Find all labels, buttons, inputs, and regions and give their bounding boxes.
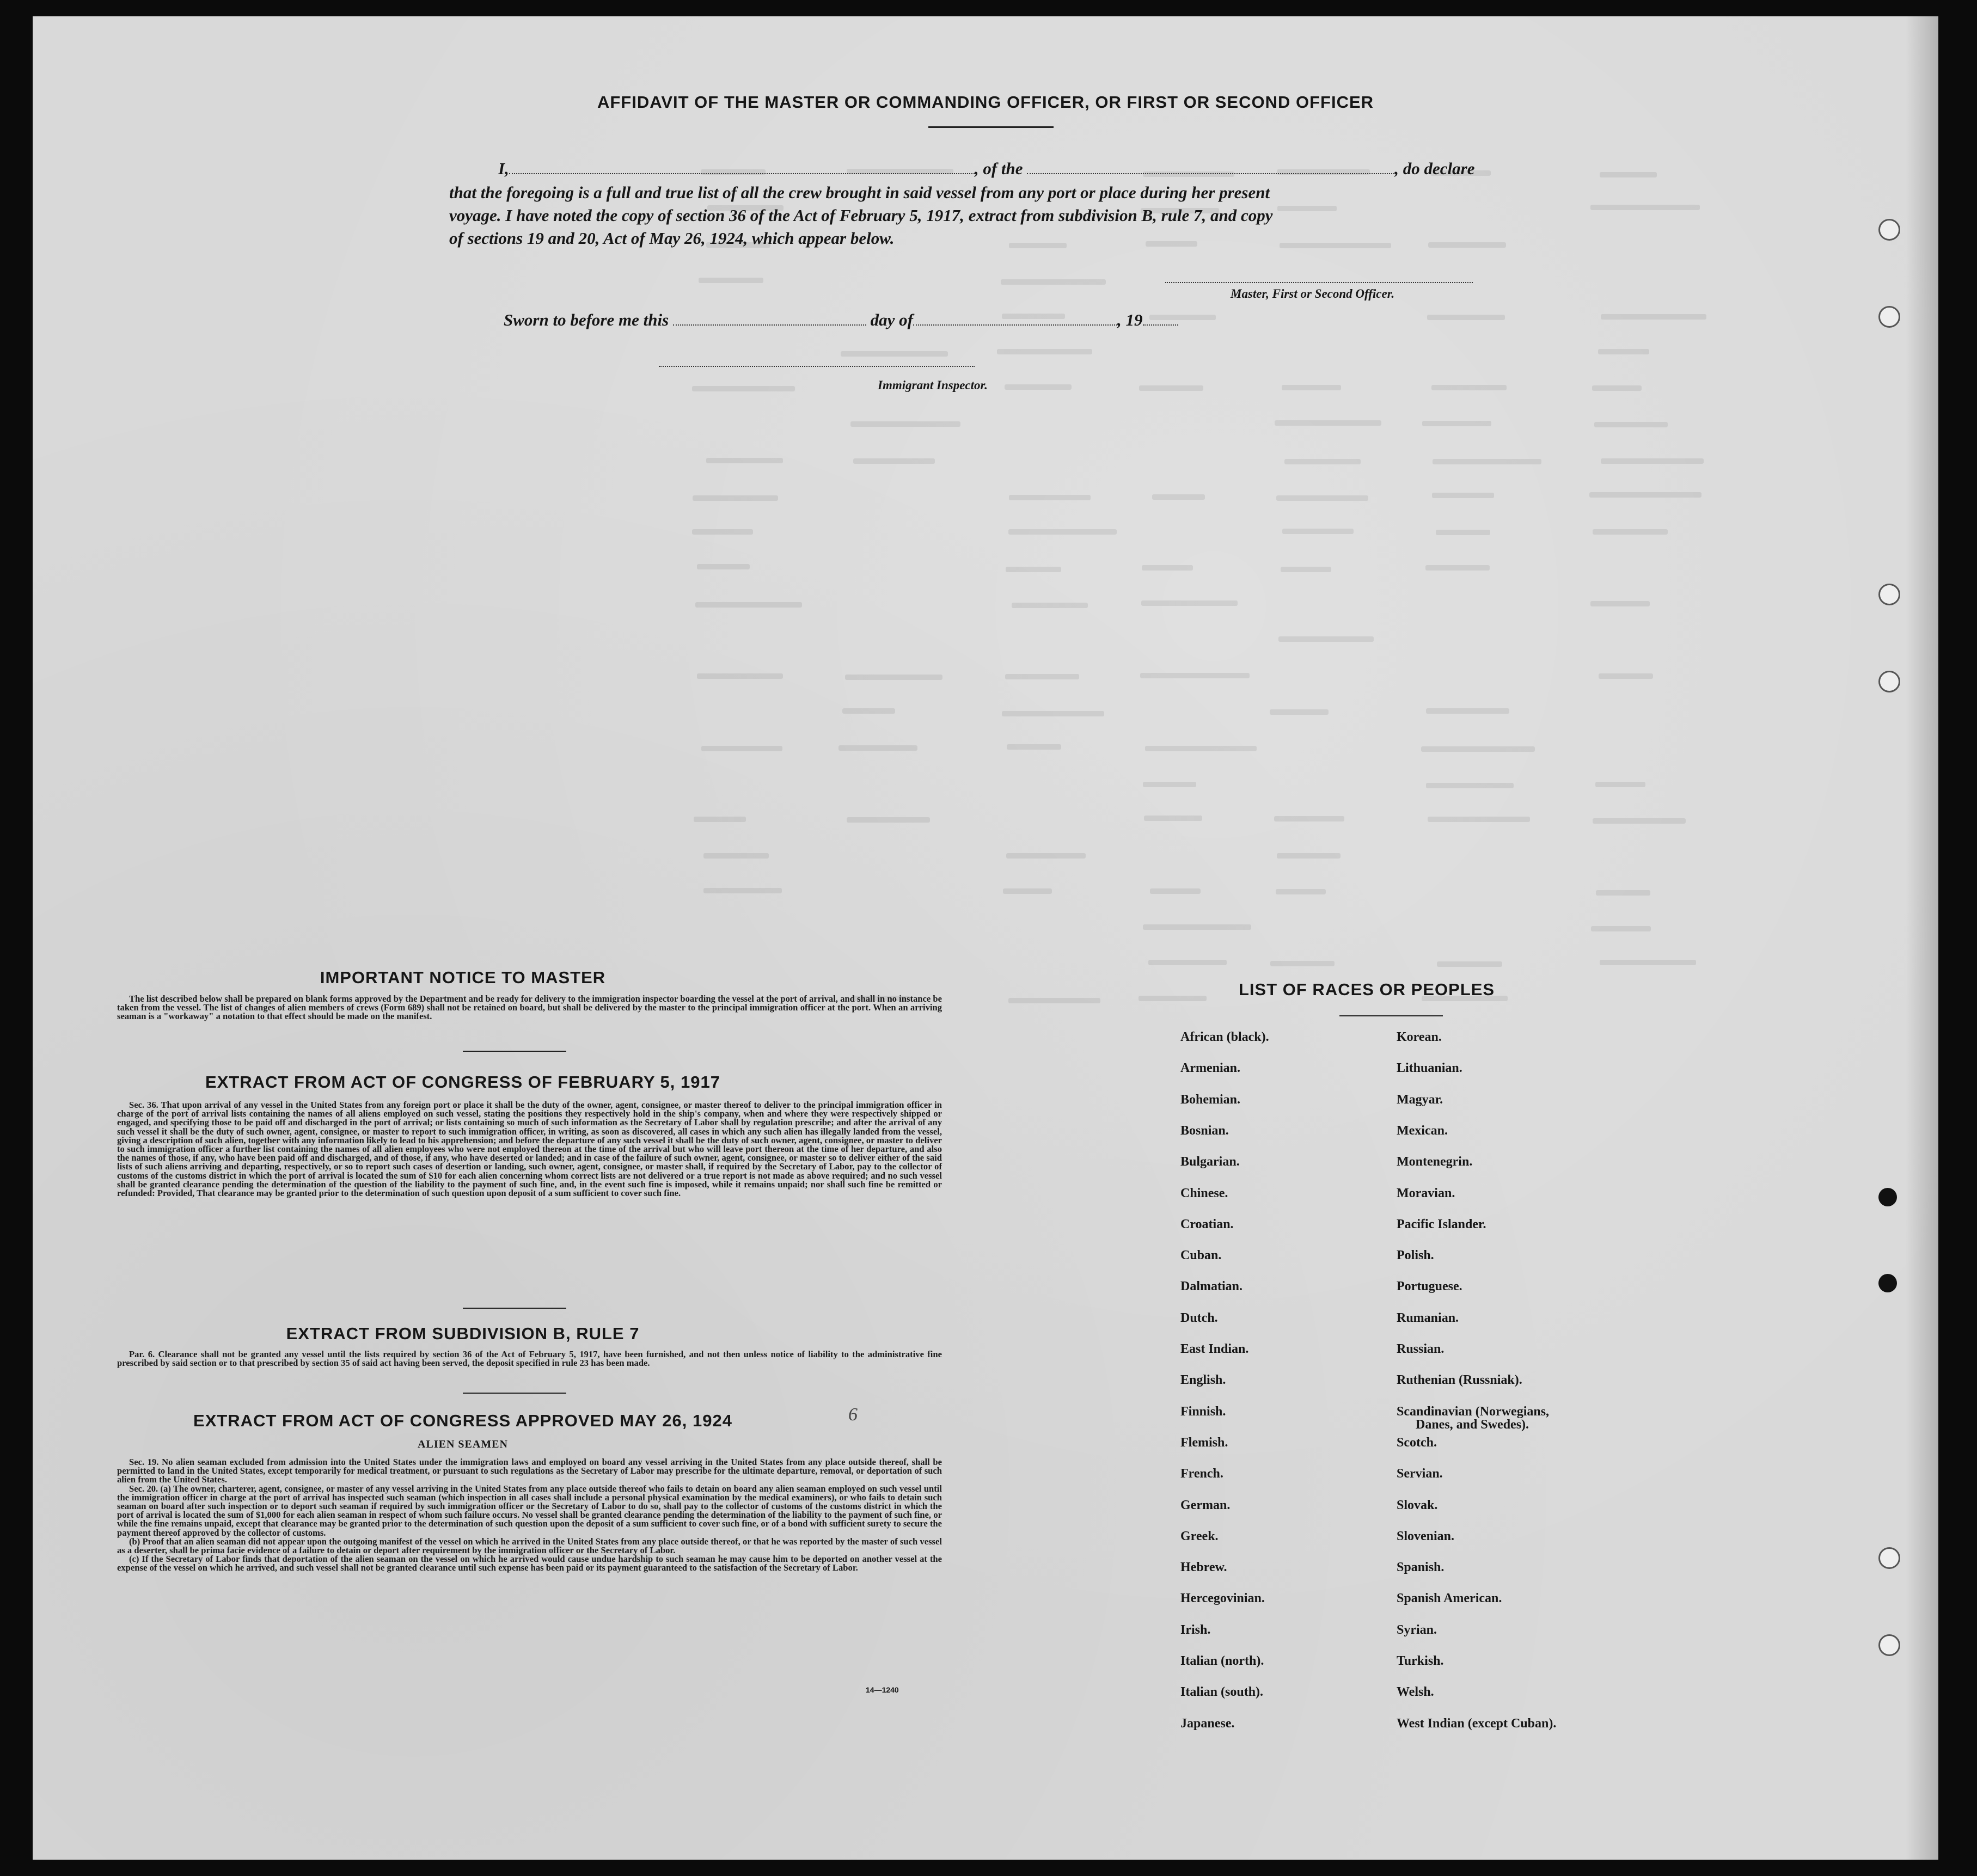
race-item: Lithuanian. xyxy=(1397,1061,1462,1076)
affidavit-of-the-label: , of the xyxy=(974,159,1023,178)
ghost-mark xyxy=(1422,421,1491,426)
sworn-line xyxy=(504,310,1178,330)
race-item: Mexican. xyxy=(1397,1123,1448,1138)
race-item: Croatian. xyxy=(1180,1217,1234,1231)
ghost-mark xyxy=(1270,961,1335,966)
ghost-mark xyxy=(697,564,750,569)
race-item: Ruthenian (Russniak). xyxy=(1397,1373,1522,1388)
ghost-mark xyxy=(1140,673,1250,678)
ghost-mark xyxy=(1431,385,1507,390)
ghost-mark xyxy=(1436,530,1490,535)
ghost-mark xyxy=(1152,494,1204,500)
ghost-mark xyxy=(1276,495,1368,501)
sec-20b-text: (b) Proof that an alien seaman did not appear upon the outgoing manifest of the vessel on which he arrived in the United States from any place outside thereof, or that he was reported by the master of such vessel as a deserter, shall be prima facie evidence of a failure to detain or deport after requirement by the immigration officer or the Secretary of Labor. xyxy=(117,1536,942,1556)
race-item: Finnish. xyxy=(1180,1404,1226,1419)
punch-hole xyxy=(1878,1188,1897,1206)
ghost-mark xyxy=(1150,888,1201,894)
ghost-mark xyxy=(1278,636,1374,642)
ghost-mark xyxy=(1005,384,1072,390)
punch-hole xyxy=(1878,219,1900,241)
race-item: Danes, and Swedes). xyxy=(1416,1417,1529,1432)
ghost-mark xyxy=(697,673,783,679)
notice-title: IMPORTANT NOTICE TO MASTER xyxy=(320,968,606,987)
race-item: Dutch. xyxy=(1180,1310,1218,1325)
ghost-mark xyxy=(1009,243,1067,248)
ghost-mark xyxy=(692,386,795,391)
race-item: Korean. xyxy=(1397,1030,1442,1044)
race-item: Japanese. xyxy=(1180,1716,1235,1731)
race-item: German. xyxy=(1180,1498,1231,1512)
title-divider xyxy=(928,126,1054,128)
ghost-mark xyxy=(997,349,1092,354)
race-item: Irish. xyxy=(1180,1622,1211,1637)
sworn-day-of: day of xyxy=(870,310,913,329)
race-item: African (black). xyxy=(1180,1030,1269,1044)
ghost-mark xyxy=(706,458,783,463)
ghost-mark xyxy=(1006,853,1085,859)
punch-hole xyxy=(1878,584,1900,605)
ghost-mark xyxy=(1589,492,1701,498)
ghost-mark xyxy=(1426,783,1514,788)
ghost-mark xyxy=(1590,205,1700,210)
divider xyxy=(463,1308,566,1309)
race-item: Portuguese. xyxy=(1397,1279,1462,1294)
ghost-mark xyxy=(1144,816,1202,821)
divider xyxy=(1339,1015,1443,1016)
race-item: Italian (south). xyxy=(1180,1685,1264,1700)
ghost-mark xyxy=(842,708,895,714)
rule7-text: Par. 6. Clearance shall not be granted any vessel until the lists required by section 36 of the Act of February 5, 1917, have been furnished, and not then unless notice of liability to the administrative fine prescribed by said section or to that prescribed by section 35 of said act having been served, the deposit specified in rule 23 has been made. xyxy=(117,1349,942,1369)
race-item: Cuban. xyxy=(1180,1248,1222,1263)
ghost-mark xyxy=(1139,385,1203,391)
affidavit-declare-label: , do declare xyxy=(1394,159,1475,178)
punch-hole xyxy=(1878,671,1900,692)
race-item: Syrian. xyxy=(1397,1622,1437,1637)
ghost-mark xyxy=(1428,242,1506,248)
ghost-mark xyxy=(1007,744,1062,750)
race-item: Rumanian. xyxy=(1397,1310,1459,1325)
inspector-signature-line xyxy=(659,366,975,367)
race-item: Russian. xyxy=(1397,1342,1445,1356)
ghost-mark xyxy=(1274,816,1344,821)
ghost-mark xyxy=(1281,567,1331,572)
affidavit-title: AFFIDAVIT OF THE MASTER OR COMMANDING OFFICER, OR FIRST OR SECOND OFFICER xyxy=(597,93,1374,112)
ghost-mark xyxy=(1425,565,1490,571)
race-item: Welsh. xyxy=(1397,1685,1434,1700)
race-item: Magyar. xyxy=(1397,1092,1443,1107)
ghost-mark xyxy=(699,278,763,283)
ghost-mark xyxy=(1421,746,1535,752)
affidavit-i-label: I, xyxy=(498,159,509,178)
ghost-mark xyxy=(1008,529,1117,535)
ghost-mark xyxy=(694,817,746,822)
form-code: 14—1240 xyxy=(866,1685,899,1694)
race-item: East Indian. xyxy=(1180,1342,1249,1356)
ghost-mark xyxy=(1432,493,1494,498)
ghost-mark xyxy=(1143,782,1196,787)
race-item: Hercegovinian. xyxy=(1180,1591,1265,1606)
race-item: French. xyxy=(1180,1467,1223,1481)
ghost-mark xyxy=(838,745,917,751)
ghost-mark xyxy=(692,529,753,535)
ghost-mark xyxy=(693,495,778,501)
ghost-mark xyxy=(1284,459,1361,464)
ghost-mark xyxy=(1143,924,1251,930)
ghost-mark xyxy=(1145,746,1257,751)
punch-hole xyxy=(1878,1274,1897,1292)
race-item: Hebrew. xyxy=(1180,1560,1227,1575)
race-item: Spanish. xyxy=(1397,1560,1445,1575)
document-page xyxy=(33,16,1938,1860)
race-item: Scotch. xyxy=(1397,1435,1437,1450)
ghost-mark xyxy=(845,675,942,680)
master-signature-label: Master, First or Second Officer. xyxy=(1231,287,1395,301)
ghost-mark xyxy=(1590,601,1650,606)
punch-hole xyxy=(1878,1634,1900,1656)
ghost-mark xyxy=(1012,603,1087,608)
ghost-mark xyxy=(1270,709,1329,715)
alien-seamen-heading: ALIEN SEAMEN xyxy=(418,1438,508,1450)
handwritten-mark: 6 xyxy=(848,1405,858,1425)
extract-1924-title: EXTRACT FROM ACT OF CONGRESS APPROVED MAY 26, 1924 xyxy=(193,1411,732,1430)
master-signature-line xyxy=(1165,282,1473,283)
race-item: Scandinavian (Norwegians, xyxy=(1397,1404,1550,1419)
ghost-mark xyxy=(1426,708,1509,714)
race-item: Montenegrin. xyxy=(1397,1155,1473,1169)
ghost-mark xyxy=(1003,888,1052,894)
race-item: Flemish. xyxy=(1180,1435,1228,1450)
rule7-title: EXTRACT FROM SUBDIVISION B, RULE 7 xyxy=(286,1324,640,1343)
ghost-mark xyxy=(1593,818,1686,824)
ghost-mark xyxy=(1001,279,1106,285)
sworn-prefix: Sworn to before me this xyxy=(504,310,669,329)
race-item: Slovenian. xyxy=(1397,1529,1455,1543)
ghost-mark xyxy=(1591,926,1651,931)
ghost-mark xyxy=(1008,998,1100,1003)
ghost-mark xyxy=(1006,567,1062,572)
bleed-through-texture xyxy=(659,125,1911,1023)
ghost-mark xyxy=(1005,674,1079,679)
punch-hole xyxy=(1878,1547,1900,1569)
sec-19-text: Sec. 19. No alien seaman excluded from admission into the United States under the immigration laws and employed on board any vessel arriving in the United States from any place outside thereof, shall be permitted to land in the United States, except temporarily for medical treatment, or pursuant to such regulations as the Secretary of Labor may prescribe for the ultimate departure, removal, or deportation of such alien from the United States. xyxy=(117,1457,942,1485)
ghost-mark xyxy=(1437,961,1502,967)
ghost-mark xyxy=(853,458,935,464)
race-item: Spanish American. xyxy=(1397,1591,1502,1606)
ghost-mark xyxy=(1599,673,1653,679)
name-blank xyxy=(509,173,975,174)
ghost-mark xyxy=(1275,420,1381,426)
vessel-blank xyxy=(1027,173,1394,174)
divider xyxy=(463,1051,566,1052)
race-item: Italian (north). xyxy=(1180,1654,1264,1668)
race-item: Bohemian. xyxy=(1180,1092,1241,1107)
affidavit-line-3: voyage. I have noted the copy of section 36 of the Act of February 5, 1917, extract from subdivision B, rule 7, and copy xyxy=(449,206,1273,225)
inspector-label: Immigrant Inspector. xyxy=(878,378,988,392)
affidavit-line-4: of sections 19 and 20, Act of May 26, 1924, which appear below. xyxy=(449,229,895,248)
punch-hole xyxy=(1878,306,1900,328)
ghost-mark xyxy=(1148,960,1227,965)
ghost-mark xyxy=(1282,385,1342,390)
race-item: Armenian. xyxy=(1180,1061,1240,1076)
extract-1924-text xyxy=(117,1458,942,1573)
ghost-mark xyxy=(1598,349,1649,354)
race-item: Servian. xyxy=(1397,1467,1443,1481)
ghost-mark xyxy=(1427,315,1505,320)
affidavit-line-1 xyxy=(498,159,1474,179)
ghost-mark xyxy=(1592,385,1642,391)
ghost-mark xyxy=(1142,565,1193,571)
ghost-mark xyxy=(1146,241,1198,247)
ghost-mark xyxy=(1139,996,1207,1001)
ghost-mark xyxy=(1277,206,1336,211)
races-title: LIST OF RACES OR PEOPLES xyxy=(1239,980,1495,999)
page-edge-shadow xyxy=(1906,16,1938,1860)
month-blank xyxy=(913,324,1117,326)
ghost-mark xyxy=(1002,711,1104,716)
race-item: Slovak. xyxy=(1397,1498,1438,1512)
ghost-mark xyxy=(847,817,930,823)
ghost-mark xyxy=(1600,172,1656,177)
ghost-mark xyxy=(1600,960,1696,965)
ghost-mark xyxy=(1601,314,1707,320)
ghost-mark xyxy=(701,746,782,751)
extract-1917-text: Sec. 36. That upon arrival of any vessel in the United States from any foreign port or place it shall be the duty of the owner, agent, consignee, or master thereof to deliver to the principal immigration officer in charge of the port of arrival lists containing the names of all aliens employed on such vessel, stating the positions they respectively hold in the ship's company, when and where they were respectively shipped or engaged, and specifying those to be paid off and discharged in the port of arrival; or lists containing so much of such information as the Secretary of Labor shall by regulation prescribe; and after the arrival of any such vessel it shall be the duty of such owner, agent, consignee, or master to report to such immigration officer, in writing, as soon as discovered, all cases in which any such alien has illegally landed from the vessel, giving a description of such alien, together with any information likely to lead to his apprehension; and before the departure of any such vessel it shall be the duty of such owner, agent, consignee, or master to deliver to such immigration officer a further list containing the names of all alien employees who were not employed thereon at the time of the arrival but who will leave port thereon at the time of her departure, and also the names of those, if any, who have been paid off and discharged, and of those, if any, who have deserted or landed; and in case of the failure of such owner, agent, consignee, or master so to deliver either of the said lists of such aliens arriving and departing, respectively, or so to report such cases of desertion or landing, such owner, agent, consignee, or master shall, if required by the Secretary of Labor, pay to the collector of customs of the customs district in which the port of arrival is located the sum of $10 for each alien concerning whom correct lists are not delivered or a true report is not made as above required; and no such vessel shall be granted clearance pending the determination of the question of the liability to the payment of such fine, and, in the event such fine is imposed, while it remains unpaid; nor shall such fine be remitted or refunded: Provided, That clearance may be granted prior to the determination of such question upon deposit of a sum sufficient to cover such fine. xyxy=(117,1100,942,1199)
ghost-mark xyxy=(703,853,769,859)
ghost-mark xyxy=(1009,495,1091,500)
race-item: English. xyxy=(1180,1373,1226,1388)
race-item: Bulgarian. xyxy=(1180,1155,1240,1169)
ghost-mark xyxy=(1601,458,1704,464)
race-item: West Indian (except Cuban). xyxy=(1397,1716,1557,1731)
ghost-mark xyxy=(703,888,782,893)
race-item: Turkish. xyxy=(1397,1654,1444,1668)
extract-1917-title: EXTRACT FROM ACT OF CONGRESS OF FEBRUARY 5, 1917 xyxy=(205,1072,720,1092)
notice-text: The list described below shall be prepared on blank forms approved by the Department and be ready for delivery to the immigration inspector boarding the vessel at the port of arrival, and shall in no instance be taken from the vessel. The list of changes of alien members of crews (Form 689) shall not be retained on board, but shall be delivered by the master to the principal immigration officer at the port. When an arriving seaman is a "workaway" a notation to that effect should be made on the manifest. xyxy=(117,994,942,1022)
ghost-mark xyxy=(1280,243,1391,248)
ghost-mark xyxy=(1593,529,1668,535)
race-item: Moravian. xyxy=(1397,1186,1455,1200)
divider xyxy=(463,1393,566,1394)
ghost-mark xyxy=(1433,459,1541,464)
ghost-mark xyxy=(1595,782,1645,787)
affidavit-line-2: that the foregoing is a full and true list of all the crew brought in said vessel from any port or place during her present xyxy=(449,183,1270,202)
sworn-year: , 19 xyxy=(1117,310,1143,329)
ghost-mark xyxy=(1428,817,1530,822)
race-item: Pacific Islander. xyxy=(1397,1217,1486,1231)
ghost-mark xyxy=(1282,529,1354,534)
race-item: Polish. xyxy=(1397,1248,1434,1263)
race-item: Dalmatian. xyxy=(1180,1279,1242,1294)
race-item: Greek. xyxy=(1180,1529,1219,1543)
ghost-mark xyxy=(1594,422,1668,427)
day-blank xyxy=(673,324,866,326)
race-item: Chinese. xyxy=(1180,1186,1228,1200)
ghost-mark xyxy=(695,602,802,608)
sec-20c-text: (c) If the Secretary of Labor finds that deportation of the alien seaman on the vessel on which he arrived would cause undue hardship to such seaman he may cause him to be deported on another vessel at the expense of the vessel on which he arrived, and such vessel shall not be granted clearance until such expense has been paid or its payment guaranteed to the satisfaction of the Secretary of Labor. xyxy=(117,1554,942,1573)
race-item: Bosnian. xyxy=(1180,1123,1229,1138)
ghost-mark xyxy=(850,421,960,427)
ghost-mark xyxy=(1277,853,1341,859)
sec-20a-text: Sec. 20. (a) The owner, charterer, agent, consignee, or master of any vessel arriving in the United States from any place outside thereof who fails to detain on board any alien seaman employed on such vessel until the immigration officer in charge at the port of arrival has inspected such seaman (which inspection in all cases shall include a personal physical examination by the medical examiners), or who fails to detain such seaman on board after such inspection or to deport such seaman if required by such immigration officer or the Secretary of Labor to do so, shall pay to the collector of customs of the customs district in which the port of arrival is located the sum of $1,000 for each alien seaman in respect of whom such failure occurs. No vessel shall be granted clearance pending the determination of the liability to the payment of such fine, or while the fine remains unpaid, except that clearance may be granted prior to the determination of such question upon the deposit of a sum sufficient to cover such fine, or of a bond with sufficient surety to secure the payment thereof approved by the collector of customs. xyxy=(117,1483,942,1538)
ghost-mark xyxy=(1141,600,1238,606)
ghost-mark xyxy=(1276,889,1326,894)
ghost-mark xyxy=(1596,890,1650,896)
ghost-mark xyxy=(841,351,948,357)
year-blank xyxy=(1143,324,1178,326)
